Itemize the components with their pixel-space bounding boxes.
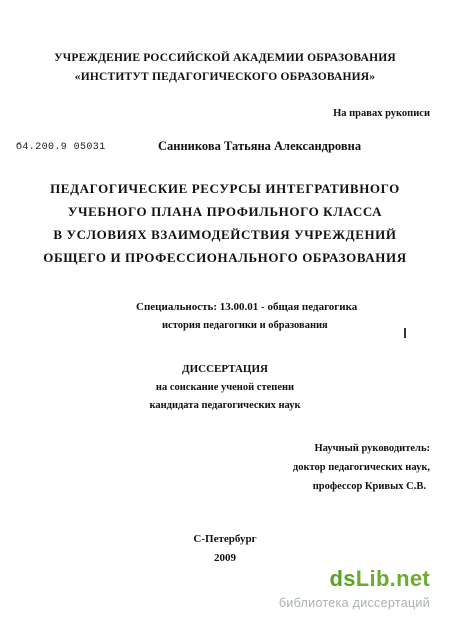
title-line-4: ОБЩЕГО И ПРОФЕССИОНАЛЬНОГО ОБРАЗОВАНИЯ <box>43 250 407 265</box>
institution-line-1: УЧРЕЖДЕНИЕ РОССИЙСКОЙ АКАДЕМИИ ОБРАЗОВАНИЯ <box>54 52 396 64</box>
supervisor-name: профессор Кривых С.В. <box>312 481 426 492</box>
title-line-2: УЧЕБНОГО ПЛАНА ПРОФИЛЬНОГО КЛАССА <box>67 204 383 219</box>
dissertation-line-1: на соискание ученой степени <box>155 382 295 393</box>
supervisor-label: Научный руководитель: <box>314 443 430 454</box>
title-line-1: ПЕДАГОГИЧЕСКИЕ РЕСУРСЫ ИНТЕГРАТИВНОГО <box>50 181 400 196</box>
dissertation-heading: ДИССЕРТАЦИЯ <box>182 363 268 375</box>
year: 2009 <box>214 552 236 564</box>
dslib-watermark-logo <box>330 566 430 592</box>
supervisor-degree: доктор педагогических наук, <box>292 462 430 473</box>
city: С-Петербург <box>193 533 257 545</box>
institution-line-2: «ИНСТИТУТ ПЕДАГОГИЧЕСКОГО ОБРАЗОВАНИЯ» <box>74 71 376 83</box>
title-line-3: В УСЛОВИЯХ ВЗАИМОДЕЙСТВИЯ УЧРЕЖДЕНИЙ <box>53 227 397 242</box>
dslib-logo-suffix: Lib.net <box>355 566 430 591</box>
library-stamp-code: Ϭ4.200.9 05031 <box>16 142 106 153</box>
scan-mark <box>404 328 406 338</box>
specialty-line-2: история педагогики и образования <box>162 320 328 331</box>
dslib-watermark-subtitle: библиотека диссертаций <box>278 596 430 610</box>
dslib-logo-prefix: ds <box>329 566 356 591</box>
author-name: Санникова Татьяна Александровна <box>158 139 362 153</box>
specialty-line-1: Специальность: 13.00.01 - общая педагогика <box>136 301 358 313</box>
manuscript-note: На правах рукописи <box>333 108 430 119</box>
dissertation-line-2: кандидата педагогических наук <box>149 400 301 411</box>
